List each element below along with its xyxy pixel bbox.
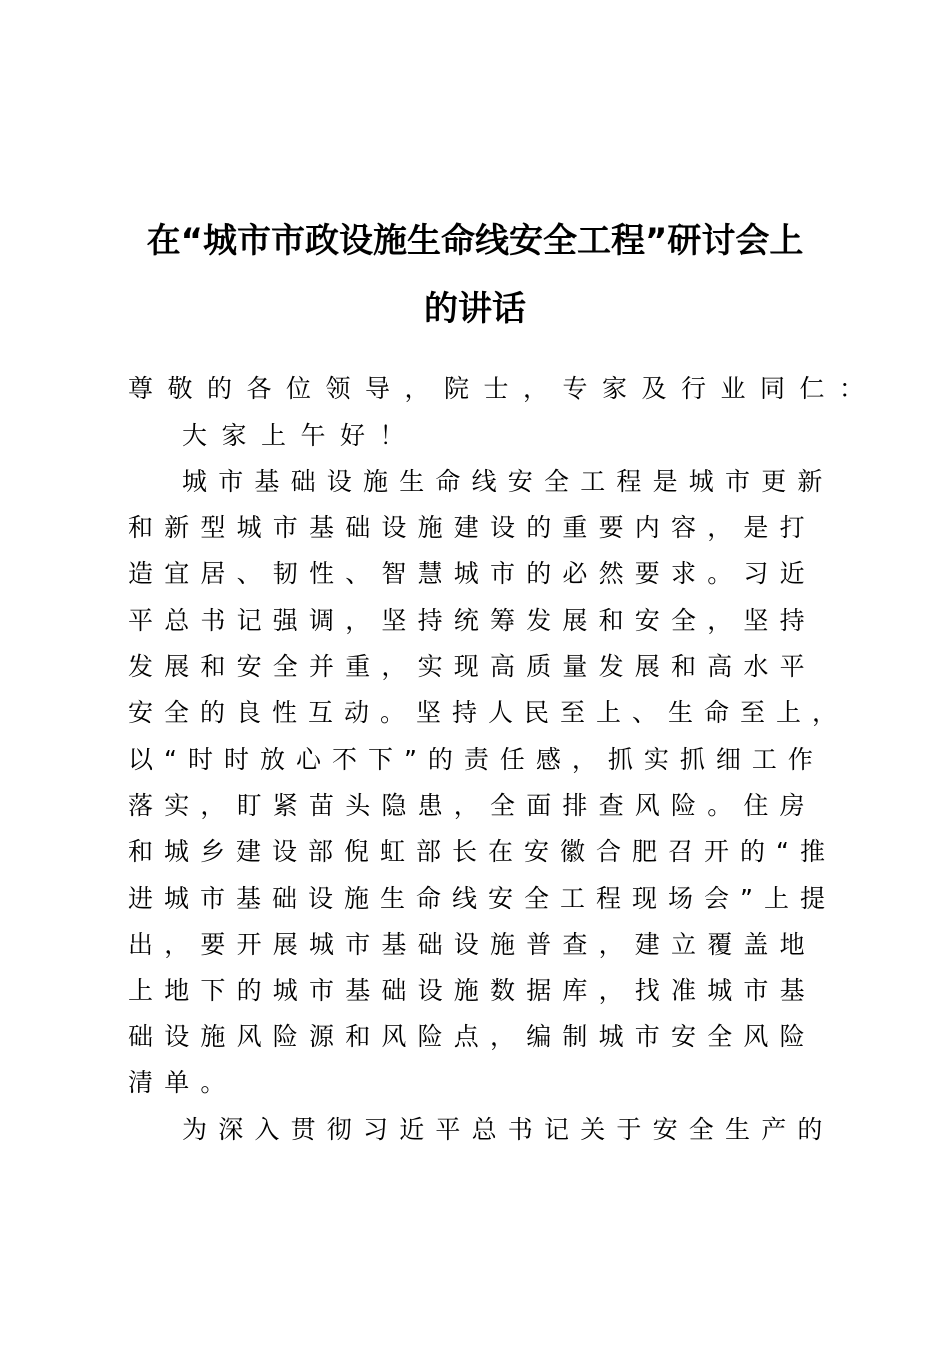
body-line: 平总书记强调，坚持统筹发展和安全，坚持	[128, 606, 816, 635]
body-line: 和城乡建设部倪虹部长在安徽合肥召开的“推	[128, 837, 836, 866]
body-line: 为深入贯彻习近平总书记关于安全生产的	[182, 1115, 834, 1144]
body-line: 造宜居、韧性、智慧城市的必然要求。习近	[128, 559, 816, 588]
document-title-continued: 的讲话	[424, 289, 526, 329]
body-line: 城市基础设施生命线安全工程是城市更新	[182, 467, 834, 496]
body-line: 安全的良性互动。坚持人民至上、生命至上，	[128, 698, 849, 727]
body-line: 出，要开展城市基础设施普查，建立覆盖地	[128, 930, 816, 959]
body-line: 落实，盯紧苗头隐患，全面排查风险。住房	[128, 791, 816, 820]
body-line: 和新型城市基础设施建设的重要内容，是打	[128, 513, 816, 542]
salutation: 尊敬的各位领导，院士，专家及行业同仁：	[128, 374, 879, 403]
greeting: 大家上午好！	[182, 421, 420, 450]
body-line: 清单。	[128, 1068, 237, 1097]
body-line: 以“时时放心不下”的责任感，抓实抓细工作	[128, 745, 824, 774]
body-line: 发展和安全并重，实现高质量发展和高水平	[128, 652, 816, 681]
body-line: 础设施风险源和风险点，编制城市安全风险	[128, 1022, 816, 1051]
document-title: 在“城市市政设施生命线安全工程”研讨会上	[146, 221, 804, 261]
body-line: 上地下的城市基础设施数据库，找准城市基	[128, 976, 816, 1005]
body-line: 进城市基础设施生命线安全工程现场会”上提	[128, 884, 836, 913]
